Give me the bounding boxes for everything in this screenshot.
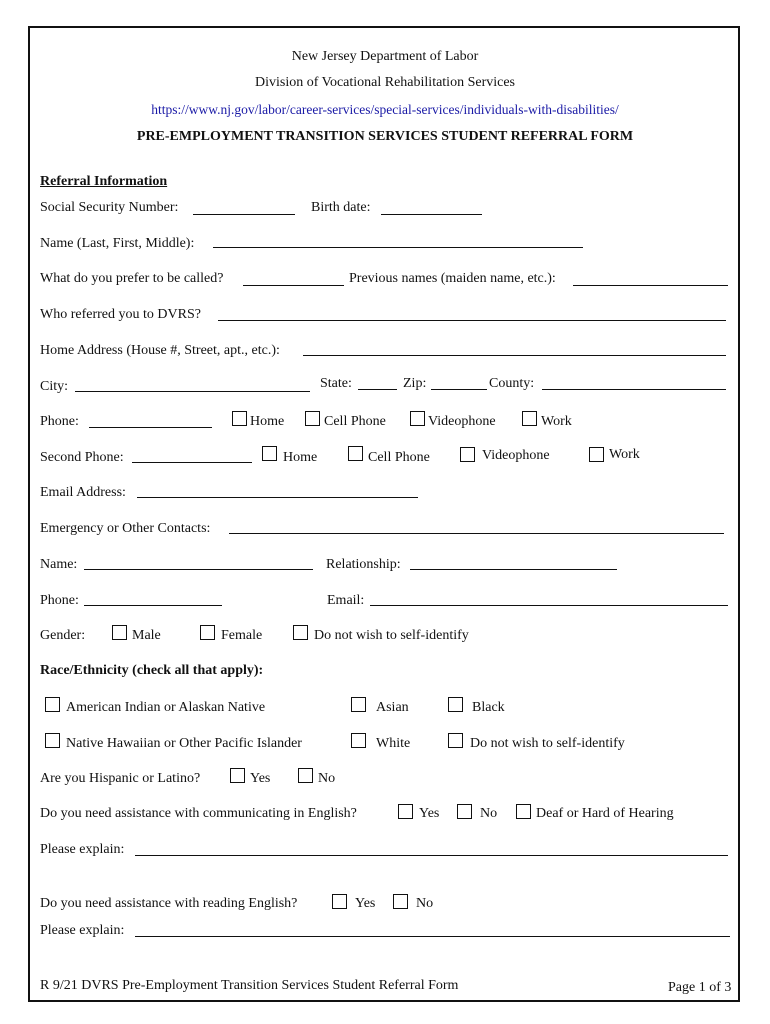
full-name-label: Name (Last, First, Middle):	[40, 236, 195, 251]
agency-name: New Jersey Department of Labor	[291, 49, 479, 64]
email-address-label: Email Address:	[40, 485, 126, 500]
reading-no-label: No	[416, 896, 434, 911]
referred-by-label: Who referred you to DVRS?	[40, 307, 201, 322]
phone-video-label: Videophone	[428, 414, 496, 429]
communicating-yes-label: Yes	[419, 806, 440, 821]
explain-communicating-field[interactable]	[135, 855, 728, 856]
gender-no-identify-checkbox[interactable]	[293, 625, 308, 640]
phone-cell-label: Cell Phone	[324, 414, 386, 429]
state-field[interactable]	[358, 389, 397, 390]
city-field[interactable]	[75, 391, 310, 392]
ssn-field[interactable]	[193, 214, 295, 215]
race-american-indian-checkbox[interactable]	[45, 697, 60, 712]
form-title: PRE-EMPLOYMENT TRANSITION SERVICES STUDENT REFERRAL FORM	[136, 129, 634, 144]
city-label: City:	[40, 379, 69, 394]
race-white-checkbox[interactable]	[351, 733, 366, 748]
second-phone-video-checkbox[interactable]	[460, 447, 475, 462]
hispanic-label: Are you Hispanic or Latino?	[40, 771, 201, 786]
ssn-label: Social Security Number:	[40, 200, 179, 215]
communicating-no-label: No	[480, 806, 498, 821]
hispanic-yes-checkbox[interactable]	[230, 768, 245, 783]
gender-label: Gender:	[40, 628, 86, 643]
second-phone-work-label: Work	[609, 447, 640, 462]
referred-by-field[interactable]	[218, 320, 726, 321]
phone-home-checkbox[interactable]	[232, 411, 247, 426]
race-white-label: White	[376, 736, 411, 751]
form-id-footer: R 9/21 DVRS Pre-Employment Transition Services Student Referral Form	[40, 978, 459, 993]
assist-communicating-label: Do you need assistance with communicating in English?	[40, 806, 357, 821]
relationship-label: Relationship:	[326, 557, 401, 572]
race-native-hawaiian-checkbox[interactable]	[45, 733, 60, 748]
explain-reading-field[interactable]	[135, 936, 730, 937]
email-address-field[interactable]	[137, 497, 418, 498]
second-phone-home-label: Home	[283, 450, 318, 465]
home-address-label: Home Address (House #, Street, apt., etc.):	[40, 343, 280, 358]
second-phone-label: Second Phone:	[40, 450, 124, 465]
phone-home-label: Home	[250, 414, 285, 429]
section-heading-referral-info: Referral Information	[40, 174, 168, 189]
contact-phone-field[interactable]	[84, 605, 222, 606]
second-phone-cell-checkbox[interactable]	[348, 446, 363, 461]
race-asian-checkbox[interactable]	[351, 697, 366, 712]
contact-name-label: Name:	[40, 557, 78, 572]
contact-email-label: Email:	[327, 593, 365, 608]
communicating-no-checkbox[interactable]	[457, 804, 472, 819]
previous-names-label: Previous names (maiden name, etc.):	[349, 271, 556, 286]
hispanic-yes-label: Yes	[250, 771, 271, 786]
gender-no-identify-label: Do not wish to self-identify	[314, 628, 469, 643]
please-explain-reading-label: Please explain:	[40, 923, 125, 938]
state-label: State:	[320, 376, 352, 391]
reading-no-checkbox[interactable]	[393, 894, 408, 909]
please-explain-communicating-label: Please explain:	[40, 842, 125, 857]
reading-yes-checkbox[interactable]	[332, 894, 347, 909]
hispanic-no-checkbox[interactable]	[298, 768, 313, 783]
zip-label: Zip:	[403, 376, 427, 391]
second-phone-home-checkbox[interactable]	[262, 446, 277, 461]
full-name-field[interactable]	[213, 247, 583, 248]
preferred-name-label: What do you prefer to be called?	[40, 271, 224, 286]
phone-work-checkbox[interactable]	[522, 411, 537, 426]
contact-name-field[interactable]	[84, 569, 313, 570]
gender-female-label: Female	[221, 628, 263, 643]
agency-url-link[interactable]: https://www.nj.gov/labor/career-services/special-services/individuals-with-disabilities/	[151, 102, 619, 117]
communicating-deaf-label: Deaf or Hard of Hearing	[536, 806, 674, 821]
phone-work-label: Work	[541, 414, 572, 429]
division-name: Division of Vocational Rehabilitation Services	[255, 75, 515, 90]
home-address-field[interactable]	[303, 355, 726, 356]
zip-field[interactable]	[431, 389, 487, 390]
race-no-identify-label: Do not wish to self-identify	[470, 736, 625, 751]
second-phone-video-label: Videophone	[482, 448, 550, 463]
previous-names-field[interactable]	[573, 285, 728, 286]
race-black-label: Black	[472, 700, 505, 715]
emergency-contacts-field[interactable]	[229, 533, 724, 534]
reading-yes-label: Yes	[355, 896, 376, 911]
phone-cell-checkbox[interactable]	[305, 411, 320, 426]
page-number: Page 1 of 3	[668, 980, 732, 995]
second-phone-field[interactable]	[132, 462, 252, 463]
second-phone-work-checkbox[interactable]	[589, 447, 604, 462]
communicating-deaf-checkbox[interactable]	[516, 804, 531, 819]
county-field[interactable]	[542, 389, 726, 390]
hispanic-no-label: No	[318, 771, 336, 786]
gender-male-checkbox[interactable]	[112, 625, 127, 640]
contact-email-field[interactable]	[370, 605, 728, 606]
county-label: County:	[489, 376, 535, 391]
communicating-yes-checkbox[interactable]	[398, 804, 413, 819]
phone-field[interactable]	[89, 427, 212, 428]
emergency-contacts-label: Emergency or Other Contacts:	[40, 521, 211, 536]
phone-video-checkbox[interactable]	[410, 411, 425, 426]
race-no-identify-checkbox[interactable]	[448, 733, 463, 748]
preferred-name-field[interactable]	[243, 285, 344, 286]
race-asian-label: Asian	[376, 700, 409, 715]
assist-reading-label: Do you need assistance with reading English?	[40, 896, 298, 911]
birth-date-label: Birth date:	[311, 200, 371, 215]
race-black-checkbox[interactable]	[448, 697, 463, 712]
gender-male-label: Male	[132, 628, 161, 643]
race-ethnicity-heading: Race/Ethnicity (check all that apply):	[40, 663, 264, 678]
gender-female-checkbox[interactable]	[200, 625, 215, 640]
phone-label: Phone:	[40, 414, 79, 429]
race-american-indian-label: American Indian or Alaskan Native	[66, 700, 266, 715]
second-phone-cell-label: Cell Phone	[368, 450, 430, 465]
relationship-field[interactable]	[410, 569, 617, 570]
contact-phone-label: Phone:	[40, 593, 79, 608]
race-native-hawaiian-label: Native Hawaiian or Other Pacific Islander	[66, 736, 302, 751]
birth-date-field[interactable]	[381, 214, 482, 215]
